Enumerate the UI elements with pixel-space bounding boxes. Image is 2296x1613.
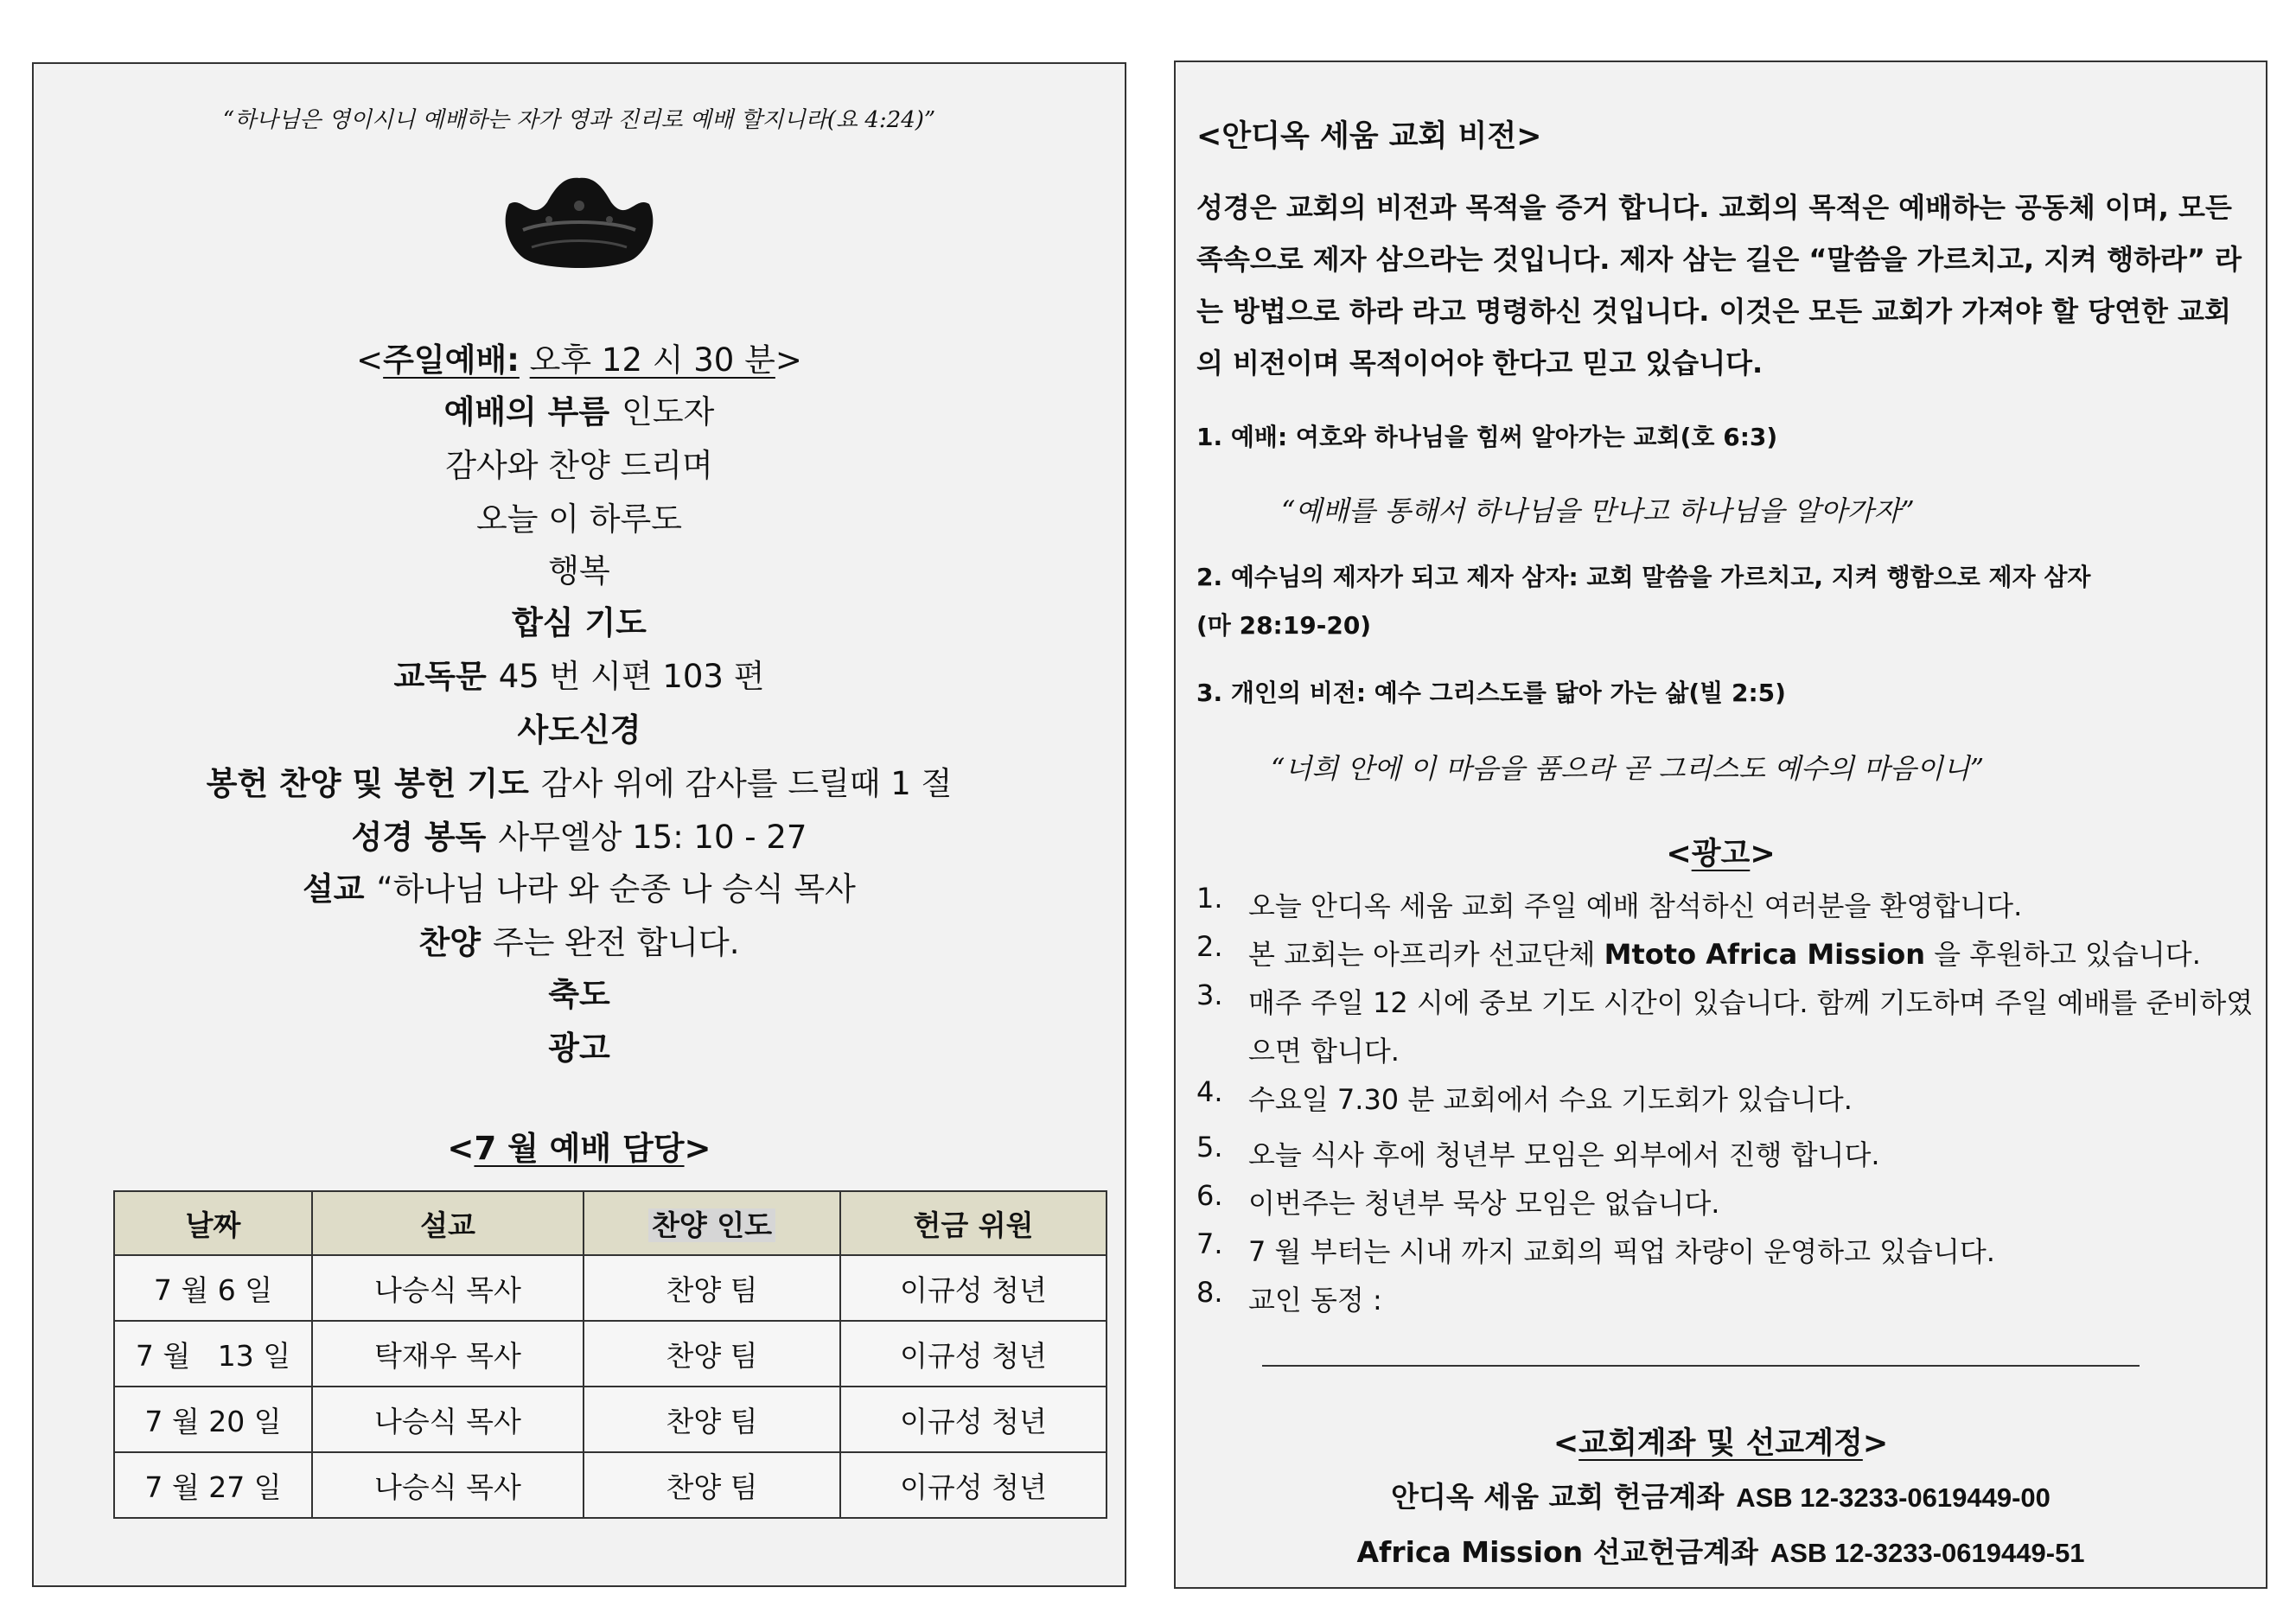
order-item-detail: 사무엘상 15: 10 - 27 bbox=[498, 819, 807, 856]
order-item-title: 설교 bbox=[303, 870, 365, 908]
table-row bbox=[114, 1321, 1107, 1387]
right-panel: <안디옥 세움 교회 비전> 성경은 교회의 비전과 목적을 증거 합니다. 교회의 목적은 예배하는 공동체 이며, 모든 족속으로 제자 삼으라는 것입니다. 제자 삼는 길은 “말씀을 가르치고, 지켜 행하라” 라는 방법으로 하라 라고 명령하신 것입니다. 이것은 모든 교회가 가져야 할 당연한 교회의 비전이며 목적이어야 한다고 믿고 있습니다. 1. 예배: 여호와 하나님을 힘써 알아가는 교회(호 6:3) “예배를 통해서 하나님을 만나고 하나님을 알아가자” 2. 예수님의 제자가 되고 제자 삼자: 교회 말씀을 가르치고, 지켜 행함으로 제자 삼자 (마 28:19-20) 3. 개인의 비전: 예수 그리스도를 닮아 가는 삶(빌 2:5) “너희 안에 이 마음을 품으라 곧 그리스도 예수의 마음이니” <광고> 1. 오늘 안디옥 세움 교회 주일 예배 참석하신 여러분을 환영합니다. 2. 본 교회는 아프리카 선교단체 Mtoto Africa Mission 을 후원하고 있습니다. 3. 매주 주일 12 시에 중보 기도 시간이 있습니다. 함께 기도하며 주일 예배를 준비하였으면 합니다. 4. 수요일 7.30 분 교회에서 수요 기도회가 있습니다. 5. 오늘 식사 후에 청년부 모임은 외부에서 진행 합니다. 6. 이번주는 청년부 묵상 모임은 없습니다. 7. 7 월 부터는 시내 까지 교회의 픽업 차량이 운영하고 있습니다. 8. 교인 동정 : <교회계좌 및 선교계정> 안디옥 세움 교회 헌금계좌 ASB 12-3233-0619449-00 Africa Mission 선교헌금계좌 ASB 12-3233-0619449-51 bbox=[1174, 61, 2267, 1589]
cell-offering: 이규성 청년 bbox=[840, 1387, 1107, 1452]
order-item-title: 찬양 bbox=[418, 924, 481, 961]
order-item-detail: 오늘 이 하루도 bbox=[476, 500, 682, 538]
worship-order-item bbox=[34, 863, 1125, 909]
cell-sermon: 나승식 목사 bbox=[312, 1255, 584, 1321]
order-item-detail: 감사와 찬양 드리며 bbox=[445, 447, 713, 484]
vision-quote-3: “너희 안에 이 마음을 품으라 곧 그리스도 예수의 마음이니” bbox=[1271, 752, 1985, 785]
service-time-value: 오후 12 시 30 분 bbox=[529, 341, 775, 379]
order-item-detail: “하나님 나라 와 순종 나 승식 목사 bbox=[376, 870, 856, 908]
cell-sermon: 탁재우 목사 bbox=[312, 1321, 584, 1387]
order-item-detail: 45 번 시편 103 편 bbox=[498, 658, 765, 695]
vision-point-2: 2. 예수님의 제자가 되고 제자 삼자: 교회 말씀을 가르치고, 지켜 행함으로 제자 삼자 bbox=[1196, 563, 2091, 591]
order-item-detail: 주는 완전 합니다. bbox=[493, 924, 740, 961]
worship-order-item bbox=[34, 650, 1125, 697]
order-item-title: 축도 bbox=[548, 976, 610, 1013]
service-time-heading: <주일예배: 오후 12 시 30 분> bbox=[356, 341, 802, 379]
cell-sermon: 나승식 목사 bbox=[312, 1452, 584, 1518]
cell-praise: 찬양 팀 bbox=[584, 1452, 840, 1518]
cell-date: 7 월 20 일 bbox=[114, 1387, 312, 1452]
worship-order-item bbox=[34, 545, 1125, 591]
vision-quote-1: “예배를 통해서 하나님을 만나고 하나님을 알아가자” bbox=[1281, 494, 1915, 527]
worship-order-item bbox=[34, 968, 1125, 1015]
worship-order-item bbox=[34, 1022, 1125, 1068]
verse-text: “하나님은 영이시니 예배하는 자가 영과 진리로 예배 할지니라(요 4:24)” bbox=[222, 107, 936, 133]
order-item-title: 사도신경 bbox=[517, 711, 641, 749]
header-offering: 헌금 위원 bbox=[840, 1191, 1107, 1255]
worship-order-item bbox=[34, 811, 1125, 858]
vision-point-3: 3. 개인의 비전: 예수 그리스도를 닮아 가는 삶(빌 2:5) bbox=[1196, 679, 1786, 707]
signature-line bbox=[1262, 1365, 2140, 1367]
roster-title: <7 월 예배 담당> bbox=[447, 1130, 711, 1167]
order-item-detail: 인도자 bbox=[622, 393, 715, 430]
worship-order-item bbox=[34, 596, 1125, 643]
order-item-title: 성경 봉독 bbox=[351, 819, 487, 856]
cell-praise: 찬양 팀 bbox=[584, 1255, 840, 1321]
order-item-title: 합심 기도 bbox=[512, 604, 647, 641]
order-item-title: 광고 bbox=[548, 1030, 610, 1067]
worship-order-item bbox=[34, 493, 1125, 539]
vision-title: <안디옥 세움 교회 비전> bbox=[1196, 119, 1542, 154]
cell-offering: 이규성 청년 bbox=[840, 1321, 1107, 1387]
roster-table bbox=[113, 1190, 1107, 1519]
header-sermon: 설교 bbox=[312, 1191, 584, 1255]
vision-body: 성경은 교회의 비전과 목적을 증거 합니다. 교회의 목적은 예배하는 공동체 이며, 모든 족속으로 제자 삼으라는 것입니다. 제자 삼는 길은 “말씀을 가르치고, 지켜 행하라” 라는 방법으로 하라 라고 명령하신 것입니다. 이것은 모든 교회가 가져야 할 당연한 교회의 비전이며 목적이어야 한다고 믿고 있습니다. bbox=[1196, 191, 2242, 379]
order-item-title: 봉헌 찬양 및 봉헌 기도 bbox=[206, 765, 529, 802]
header-date: 날짜 bbox=[114, 1191, 312, 1255]
cell-offering: 이규성 청년 bbox=[840, 1255, 1107, 1321]
ad-title: <광고> bbox=[1666, 837, 1776, 871]
table-row bbox=[114, 1452, 1107, 1518]
order-item-detail: 감사 위에 감사를 드릴때 1 절 bbox=[540, 765, 953, 802]
cell-date: 7 월 6 일 bbox=[114, 1255, 312, 1321]
cell-sermon: 나승식 목사 bbox=[312, 1387, 584, 1452]
left-panel bbox=[32, 62, 1126, 1587]
crown-logo-icon bbox=[497, 169, 661, 273]
table-row bbox=[114, 1255, 1107, 1321]
worship-order-item bbox=[34, 916, 1125, 963]
worship-order-item bbox=[34, 386, 1125, 432]
account-line-church: 안디옥 세움 교회 헌금계좌 ASB 12-3233-0619449-00 bbox=[1391, 1480, 2050, 1514]
cell-date: 7 월 27 일 bbox=[114, 1452, 312, 1518]
roster-header-row bbox=[114, 1191, 1107, 1255]
vision-point-2-ref: (마 28:19-20) bbox=[1196, 611, 1372, 640]
cell-praise: 찬양 팀 bbox=[584, 1321, 840, 1387]
cell-offering: 이규성 청년 bbox=[840, 1452, 1107, 1518]
header-praise-leader: 찬양 인도 bbox=[584, 1191, 840, 1255]
order-item-title: 교독문 bbox=[393, 658, 487, 695]
account-title: <교회계좌 및 선교계정> bbox=[1553, 1426, 1889, 1461]
vision-point-1: 1. 예배: 여호와 하나님을 힘써 알아가는 교회(호 6:3) bbox=[1196, 423, 1778, 451]
worship-order-item bbox=[34, 757, 1125, 804]
worship-order-item bbox=[34, 439, 1125, 486]
table-row bbox=[114, 1387, 1107, 1452]
service-time-label: 주일예배: bbox=[383, 341, 520, 379]
worship-order-item bbox=[34, 704, 1125, 750]
cell-date: 7 월 13 일 bbox=[114, 1321, 312, 1387]
cell-praise: 찬양 팀 bbox=[584, 1387, 840, 1452]
order-item-detail: 행복 bbox=[548, 552, 610, 590]
account-line-mission: Africa Mission 선교헌금계좌 ASB 12-3233-0619449-51 bbox=[1356, 1535, 2085, 1569]
order-item-title: 예배의 부름 bbox=[443, 393, 610, 430]
